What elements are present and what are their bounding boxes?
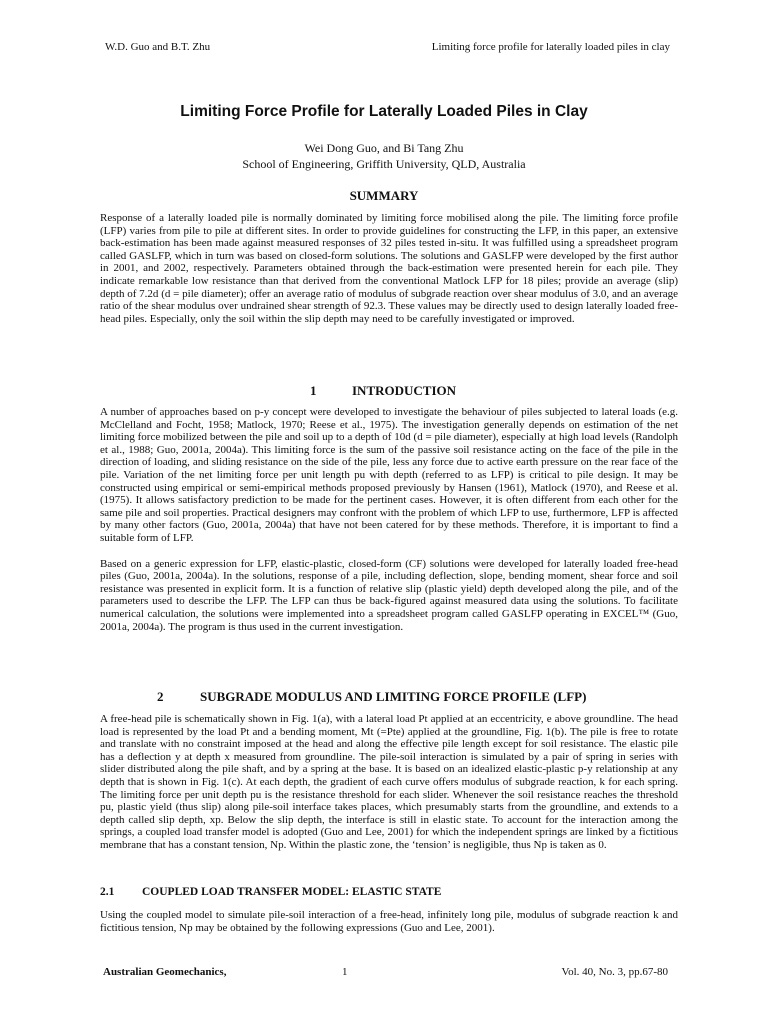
- section2-paragraph-1: A free-head pile is schematically shown in Fig. 1(a), with a lateral load Pt applied at an eccentricity, e above groundline. The head load is represented by the load Pt and a bending moment, Mt (=Pte) applied at the groundline, Fig. 1(b). The pile is free to rotate and translate with no constraint imposed at the head and along the effective pile length except for soil resistance. The elastic pile has a deflection y at depth x measured from groundline. The pile-soil interaction is simulated by a pair of spring in series with slider distributed along the pile shaft, and by a spring at the base. It is based on an idealized elastic-plastic p-y relationship at any depth that is shown in Fig. 1(c). At each depth, the gradient of each curve offers modulus of subgrade reaction, k for each spring. The limiting force per unit depth pu is the resistance threshold for each slider. Whenever the soil resistance reaches the threshold pu, plastic yield (thus slip) along pile-soil interface takes places, which presumably starts from the groundline, and extends to a depth called slip depth, xp. Below the slip depth, the interface is still in elastic state. To account for the interaction among the springs, a coupled load transfer model is adopted (Guo and Lee, 2001) for which the independent springs are linked by a fictitious membrane that has a constant tension, Np. Within the plastic zone, the ‘tension’ is negligible, thus Np is taken as 0.: [100, 713, 678, 851]
- summary-text: Response of a laterally loaded pile is normally dominated by limiting force mobilised along the pile. The limiting force profile (LFP) varies from pile to pile at different sites. In order to provide guidelines for constructing the LFP, in this paper, an extensive back-estimation has been made against measured responses of 32 piles tested in-situ. It was fulfilled using a spreadsheet program called GASLFP, which in turn was based on closed-form solutions. The solutions and GASLFP were developed by the first author in 2001, and 2002, respectively. Parameters obtained through the back-estimation were presented herein for each pile. They indicate remarkable low resistance than that derived from the conventional Matlock LFP for 18 piles; provide an average (slip) depth of 7.2d (d = pile diameter); offer an average ratio of modulus of subgrade reaction over shear modulus of 3.0, and an average ratio of the shear modulus over undrained shear strength of 92.3. These values may be directly used to design laterally loaded free-head piles. Especially, only the soil within the slip depth may need to be carefully investigated or improved.: [100, 212, 678, 325]
- footer-journal: Australian Geomechanics,: [103, 966, 227, 978]
- section2-body: [100, 713, 678, 865]
- footer-volume: Vol. 40, No. 3, pp.67-80: [561, 966, 668, 978]
- footer-page-number: 1: [342, 966, 348, 978]
- author-block: [0, 140, 768, 172]
- section21-body: [100, 909, 678, 947]
- section2-number: 2: [157, 689, 164, 704]
- intro-paragraph-1: A number of approaches based on p-y concept were developed to investigate the behaviour of piles subjected to lateral loads (e.g. McClelland and Focht, 1958; Matlock, 1970; Reese et al., 1975). The investigation generally depends on estimation of the net limiting force mobilized between the pile and soil up to a depth of 10d (d = pile diameter), especially at high load levels (Randolph et al., 1988; Guo, 2001a, 2004a). This limiting force is the sum of the passive soil resistance acting on the face of the pile in the direction of loading, and sliding resistance on the side of the pile, less any force due to active earth pressure on the rear face of the pile. Variation of the net limiting force per unit length pu with depth (referred to as LFP) is critical to pile design. It may be constructed using empirical or semi-empirical methods proposed previously by Hansen (1961), Matlock (1970), and Reese et al. (1975). It allows satisfactory prediction to be made for the pertinent cases. However, it is often different from each other for the same pile and soil properties. Practical designers may confront with the problem of which LFP to use, furthermore, LFP is affected by many other factors (Guo, 2001a, 2004a) that have not been catered for by these methods. Therefore, it is important to find a suitable form of LFP.: [100, 406, 678, 544]
- section21-heading: COUPLED LOAD TRANSFER MODEL: ELASTIC STATE: [142, 886, 442, 898]
- intro-section: [100, 406, 678, 646]
- running-header-authors: W.D. Guo and B.T. Zhu: [105, 41, 211, 53]
- intro-number: 1: [310, 383, 317, 398]
- summary-heading: SUMMARY: [349, 188, 419, 203]
- author-affiliation: School of Engineering, Griffith University, QLD, Australia: [242, 157, 526, 171]
- section21-number: 2.1: [100, 886, 115, 898]
- intro-heading: INTRODUCTION: [352, 383, 457, 398]
- section2-heading: SUBGRADE MODULUS AND LIMITING FORCE PROFILE (LFP): [200, 689, 587, 704]
- summary-section: [100, 212, 678, 338]
- intro-paragraph-2: Based on a generic expression for LFP, elastic-plastic, closed-form (CF) solutions were developed for laterally loaded free-head piles (Guo, 2001a, 2004a). In the solutions, response of a pile, including deflection, slope, bending moment, shear force and soil resistance was presented in explicit form. It is a function of relative slip (plastic yield) depth developed along the pile, and of the parameters used to describe the LFP. The LFP can thus be back-figured against measured data using the solutions. To facilitate numerical calculation, the solutions were implemented into a spreadsheet program called GASLFP operating in EXCEL™ (Guo, 2001a, 2004a). The program is thus used in the current investigation.: [100, 557, 678, 633]
- running-header-title: Limiting force profile for laterally loaded piles in clay: [431, 41, 670, 53]
- author-names: Wei Dong Guo, and Bi Tang Zhu: [304, 141, 464, 155]
- paper-title: Limiting Force Profile for Laterally Loaded Piles in Clay: [180, 103, 588, 120]
- section21-heading-row: [100, 886, 441, 898]
- section21-paragraph-1: Using the coupled model to simulate pile-soil interaction of a free-head, infinitely long pile, modulus of subgrade reaction k and fictitious tension, Np may be obtained by the following expressions (Guo and Lee, 2001).: [100, 909, 678, 934]
